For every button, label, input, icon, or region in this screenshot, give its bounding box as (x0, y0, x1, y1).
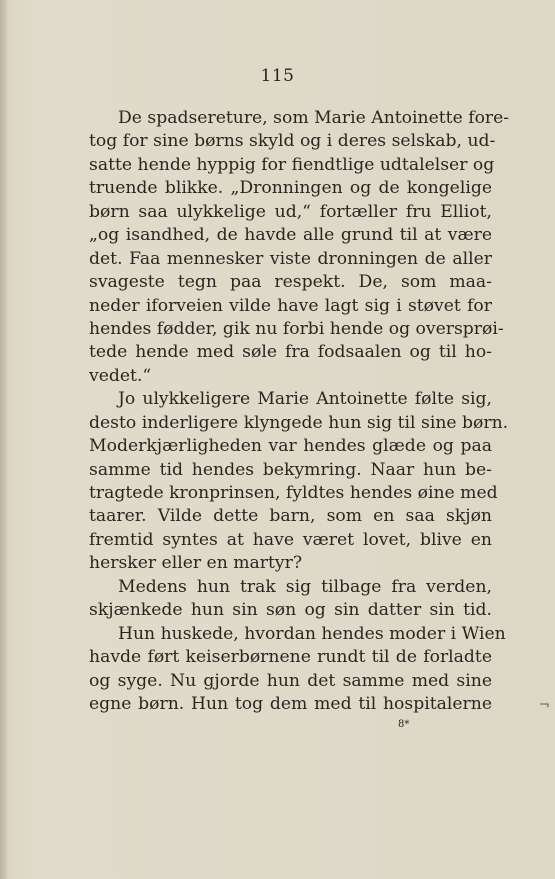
text-line: fremtid syntes at have været lovet, blive en (89, 529, 492, 550)
text-line: desto inderligere klyngede hun sig til sine børn. (89, 412, 509, 433)
text-line: Hun huskede, hvordan hendes moder i Wien (118, 623, 506, 644)
binding-edge (0, 0, 7, 879)
text-line: tog for sine børns skyld og i deres selskab, ud- (89, 131, 496, 152)
text-line: tragtede kronprinsen, fyldtes hendes øine med (89, 483, 498, 503)
margin-mark: ¬ (539, 698, 550, 713)
text-line: truende blikke. „Dronningen og de kongelige (89, 178, 492, 199)
text-line: samme tid hendes bekymring. Naar hun be- (89, 459, 492, 480)
text-line: og syge. Nu gjorde hun det samme med sine (89, 670, 492, 691)
text-line: hendes fødder, gik nu forbi hende og oversprøi- (89, 318, 504, 339)
text-line: havde ført keiserbørnene rundt til de forladte (89, 647, 492, 668)
text-line: svageste tegn paa respekt. De, som maa- (89, 272, 492, 293)
text-line: børn saa ulykkelige ud,“ fortæller fru Elliot, (89, 201, 492, 222)
text-line: egne børn. Hun tog dem med til hospitalerne (89, 693, 492, 714)
text-line: taarer. Vilde dette barn, som en saa skjøn (89, 506, 492, 527)
text-line: Moderkjærligheden var hendes glæde og paa (89, 436, 492, 457)
text-line: vedet.“ (89, 365, 152, 386)
text-line: hersker eller en martyr? (89, 553, 303, 574)
text-line: det. Faa mennesker viste dronningen de aller (89, 248, 492, 269)
text-line: Medens hun trak sig tilbage fra verden, (118, 576, 492, 597)
text-line: Jo ulykkeligere Marie Antoinette følte sig, (118, 389, 492, 410)
text-line: De spadsereture, som Marie Antoinette fore- (118, 108, 510, 128)
text-line: satte hende hyppig for fiendtlige udtalelser og (89, 154, 495, 175)
signature-mark: 8* (398, 719, 410, 730)
text-line: „og isandhed, de havde alle grund til at være (89, 225, 492, 246)
body-text (89, 107, 510, 716)
text-line: skjænkede hun sin søn og sin datter sin tid. (89, 600, 492, 621)
page-number: 115 (260, 66, 295, 86)
text-line: neder iforveien vilde have lagt sig i støvet for (89, 295, 492, 316)
text-line: tede hende med søle fra fodsaalen og til ho- (89, 342, 492, 363)
